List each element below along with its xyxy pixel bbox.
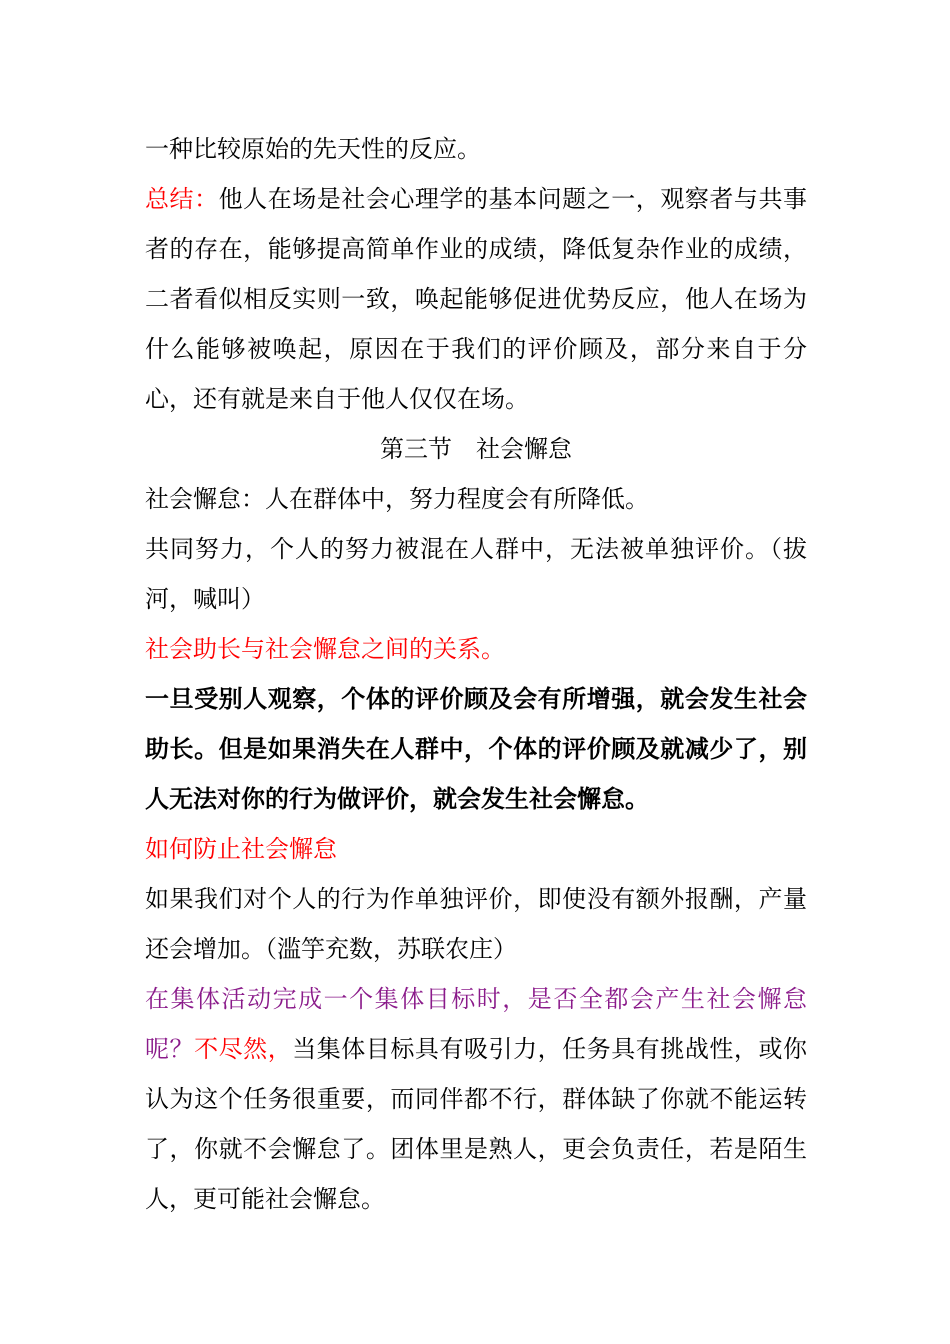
paragraph-question-answer [145,974,807,1224]
question-text: 在集体活动完成一个集体目标时，是否全都会产生社会懈怠呢？ [145,985,807,1063]
paragraph-relation [145,674,807,824]
joint-effort-text: 共同努力，个人的努力被混在人群中，无法被单独评价。（拔河，喊叫） [145,535,807,613]
paragraph-joint-effort [145,524,807,624]
prevent-heading-text: 如何防止社会懈怠 [145,835,337,863]
prevent-heading [145,824,807,874]
relation-heading [145,624,807,674]
document-page [145,124,807,1224]
relation-text: 一旦受别人观察，个体的评价顾及会有所增强，就会发生社会助长。但是如果消失在人群中，个体的评价顾及就减少了，别人无法对你的行为做评价，就会发生社会懈怠。 [145,685,807,813]
relation-heading-text: 社会助长与社会懈怠之间的关系。 [145,635,505,663]
definition-text: 社会懈怠：人在群体中，努力程度会有所降低。 [145,485,649,513]
section-title [145,424,807,474]
section-title-text: 第三节 社会懈怠 [380,435,572,463]
answer-text: 当集体目标具有吸引力，任务具有挑战性，或你认为这个任务很重要，而同伴都不行，群体缺了你就不能运转了，你就不会懈怠了。团体里是熟人，更会负责任，若是陌生人，更可能社会懈怠。 [145,1035,808,1213]
prevent-text: 如果我们对个人的行为作单独评价，即使没有额外报酬，产量还会增加。（滥竽充数，苏联农庄） [145,885,807,963]
paragraph-definition [145,474,807,524]
summary-text: 他人在场是社会心理学的基本问题之一，观察者与共事者的存在，能够提高简单作业的成绩，降低复杂作业的成绩，二者看似相反实则一致，唤起能够促进优势反应，他人在场为什么能够被唤起，原因在于我们的评价顾及，部分来自于分心，还有就是来自于他人仅仅在场。 [145,185,808,413]
paragraph-prevent [145,874,807,974]
paragraph-summary [145,174,807,424]
intro-text: 一种比较原始的先天性的反应。 [145,135,481,163]
paragraph-intro-end [145,124,807,174]
summary-label: 总结： [145,185,219,213]
answer-label: 不尽然， [194,1035,293,1063]
